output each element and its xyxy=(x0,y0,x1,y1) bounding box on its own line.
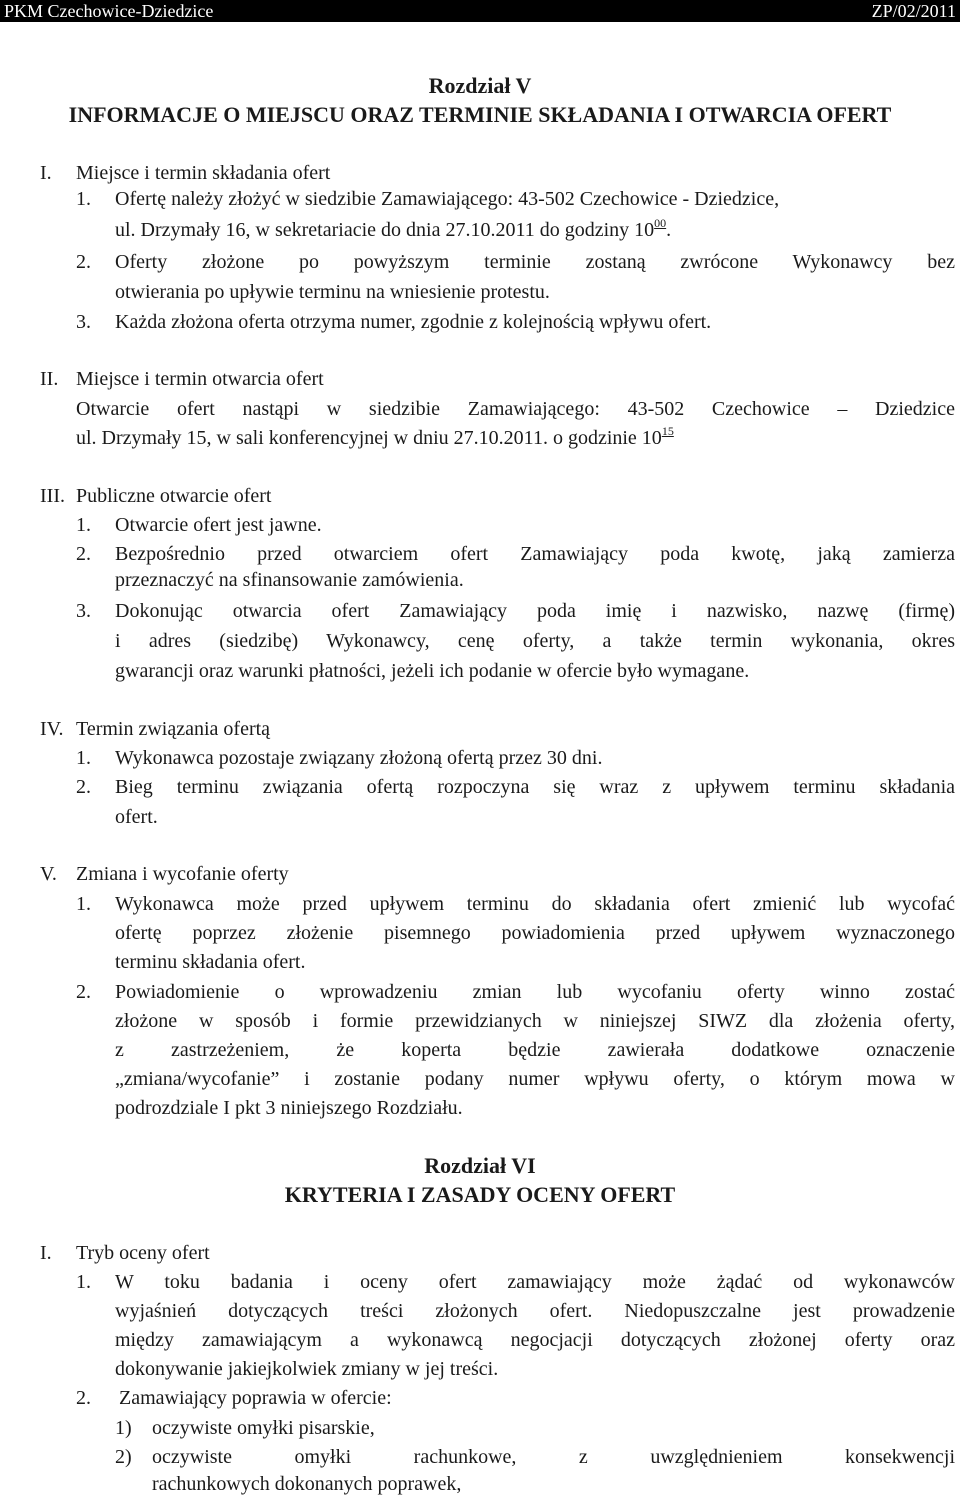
item-number: 2. xyxy=(76,543,91,565)
item-number: 3. xyxy=(76,600,91,622)
item-line: z zastrzeżeniem, że koperta będzie zawierała dodatkowe oznaczenie xyxy=(115,1039,955,1061)
page-header xyxy=(0,0,960,22)
item-line: dokonywanie jakiejkolwiek zmiany w jej treści. xyxy=(115,1358,499,1380)
item-number: 1. xyxy=(76,514,91,536)
item-line: między zamawiającym a wykonawcą negocjacji dotyczących złożonej oferty oraz xyxy=(115,1329,955,1351)
item-number: 2. xyxy=(76,776,91,798)
item-number: 2. xyxy=(76,251,91,273)
item-line: W toku badania i oceny ofert zamawiający może żądać od wykonawców xyxy=(115,1271,955,1293)
section-heading: Publiczne otwarcie ofert xyxy=(76,485,272,507)
header-left: PKM Czechowice-Dziedzice xyxy=(4,1,214,21)
item-line: gwarancji oraz warunki płatności, jeżeli ich podanie w ofercie było wymagane. xyxy=(115,660,750,682)
section-number: IV. xyxy=(40,718,64,740)
item-number: 3. xyxy=(76,311,91,333)
item-line: podrozdziale I pkt 3 niniejszego Rozdziału. xyxy=(115,1097,463,1119)
item-line: wyjaśnień dotyczących treści złożonych ofert. Niedopuszczalne jest prowadzenie xyxy=(115,1300,955,1322)
item-line: „zmiana/wycofanie” i zostanie podany numer wpływu oferty, o którym mowa w xyxy=(115,1068,955,1090)
item-line: Otwarcie ofert jest jawne. xyxy=(115,514,322,536)
item-line: otwierania po upływie terminu na wniesienie protestu. xyxy=(115,281,550,303)
section-number: III. xyxy=(40,485,65,507)
item-line: Każda złożona oferta otrzyma numer, zgodnie z kolejnością wpływu ofert. xyxy=(115,311,712,333)
item-line: ul. Drzymały 16, w sekretariacie do dnia 27.10.2011 do godziny $10^{00}$. xyxy=(115,216,672,241)
item-line: Wykonawca pozostaje związany złożoną ofertą przez 30 dni. xyxy=(115,747,603,769)
item-number: 1. xyxy=(76,1271,91,1293)
item-line: przeznaczyć na sfinansowanie zamówienia. xyxy=(115,569,464,591)
item-line: Otwarcie ofert nastąpi w siedzibie Zamawiającego: 43-502 Czechowice – Dziedzice xyxy=(76,398,955,420)
item-line: Wykonawca może przed upływem terminu do składania ofert zmienić lub wycofać xyxy=(115,893,955,915)
item-number: 1. xyxy=(76,893,91,915)
section-heading: Miejsce i termin otwarcia ofert xyxy=(76,368,324,390)
section-heading: Tryb oceny ofert xyxy=(76,1242,210,1264)
subitem-number: 2) xyxy=(115,1446,132,1468)
item-line: ofertę poprzez złożenie pisemnego powiadomienia przed upływem wyznaczonego xyxy=(115,922,955,944)
subitem-line: oczywiste omyłki rachunkowe, z uwzględnieniem konsekwencji xyxy=(152,1446,955,1468)
item-line: ofert. xyxy=(115,806,158,828)
subitem-number: 1) xyxy=(115,1417,132,1439)
section-number: II. xyxy=(40,368,59,390)
item-number: 2. xyxy=(76,1387,91,1409)
subitem-line: rachunkowych dokonanych poprawek, xyxy=(152,1473,462,1495)
chapter-subtitle: INFORMACJE O MIEJSCU ORAZ TERMINIE SKŁADANIA I OTWARCIA OFERT xyxy=(68,102,892,127)
item-line: Bieg terminu związania ofertą rozpoczyna się wraz z upływem terminu składania xyxy=(115,776,955,798)
chapter-title: Rozdział VI xyxy=(424,1153,536,1178)
subitem-line: oczywiste omyłki pisarskie, xyxy=(152,1417,375,1439)
section-number: I. xyxy=(40,162,52,184)
section-number: V. xyxy=(40,863,57,885)
item-line: Powiadomienie o wprowadzeniu zmian lub wycofaniu oferty winno zostać xyxy=(115,981,955,1003)
item-line: terminu składania ofert. xyxy=(115,951,306,973)
item-line: Ofertę należy złożyć w siedzibie Zamawiającego: 43-502 Czechowice - Dziedzice, xyxy=(115,188,780,210)
item-line: i adres (siedzibę) Wykonawcy, cenę oferty, a także termin wykonania, okres xyxy=(115,630,955,652)
item-number: 1. xyxy=(76,747,91,769)
item-number: 2. xyxy=(76,981,91,1003)
item-line: Dokonując otwarcia ofert Zamawiający poda imię i nazwisko, nazwę (firmę) xyxy=(115,600,955,622)
section-heading: Termin związania ofertą xyxy=(76,718,271,740)
chapter-subtitle: KRYTERIA I ZASADY OCENY OFERT xyxy=(284,1182,676,1207)
item-line: Bezpośrednio przed otwarciem ofert Zamawiający poda kwotę, jaką zamierza xyxy=(115,543,955,565)
header-right: ZP/02/2011 xyxy=(871,1,956,21)
item-number: 1. xyxy=(76,188,91,210)
item-line: złożone w sposób i formie przewidzianych w niniejszej SIWZ dla złożenia oferty, xyxy=(115,1010,955,1032)
item-line: ul. Drzymały 15, w sali konferencyjnej w dniu 27.10.2011. o godzinie $10^{15}$ xyxy=(76,424,674,449)
section-number: I. xyxy=(40,1242,52,1264)
item-line: Oferty złożone po powyższym terminie zostaną zwrócone Wykonawcy bez xyxy=(115,251,955,273)
section-heading: Zmiana i wycofanie oferty xyxy=(76,863,289,885)
chapter-title: Rozdział V xyxy=(428,73,532,98)
section-heading: Miejsce i termin składania ofert xyxy=(76,162,331,184)
item-line: Zamawiający poprawia w ofercie: xyxy=(119,1387,392,1409)
